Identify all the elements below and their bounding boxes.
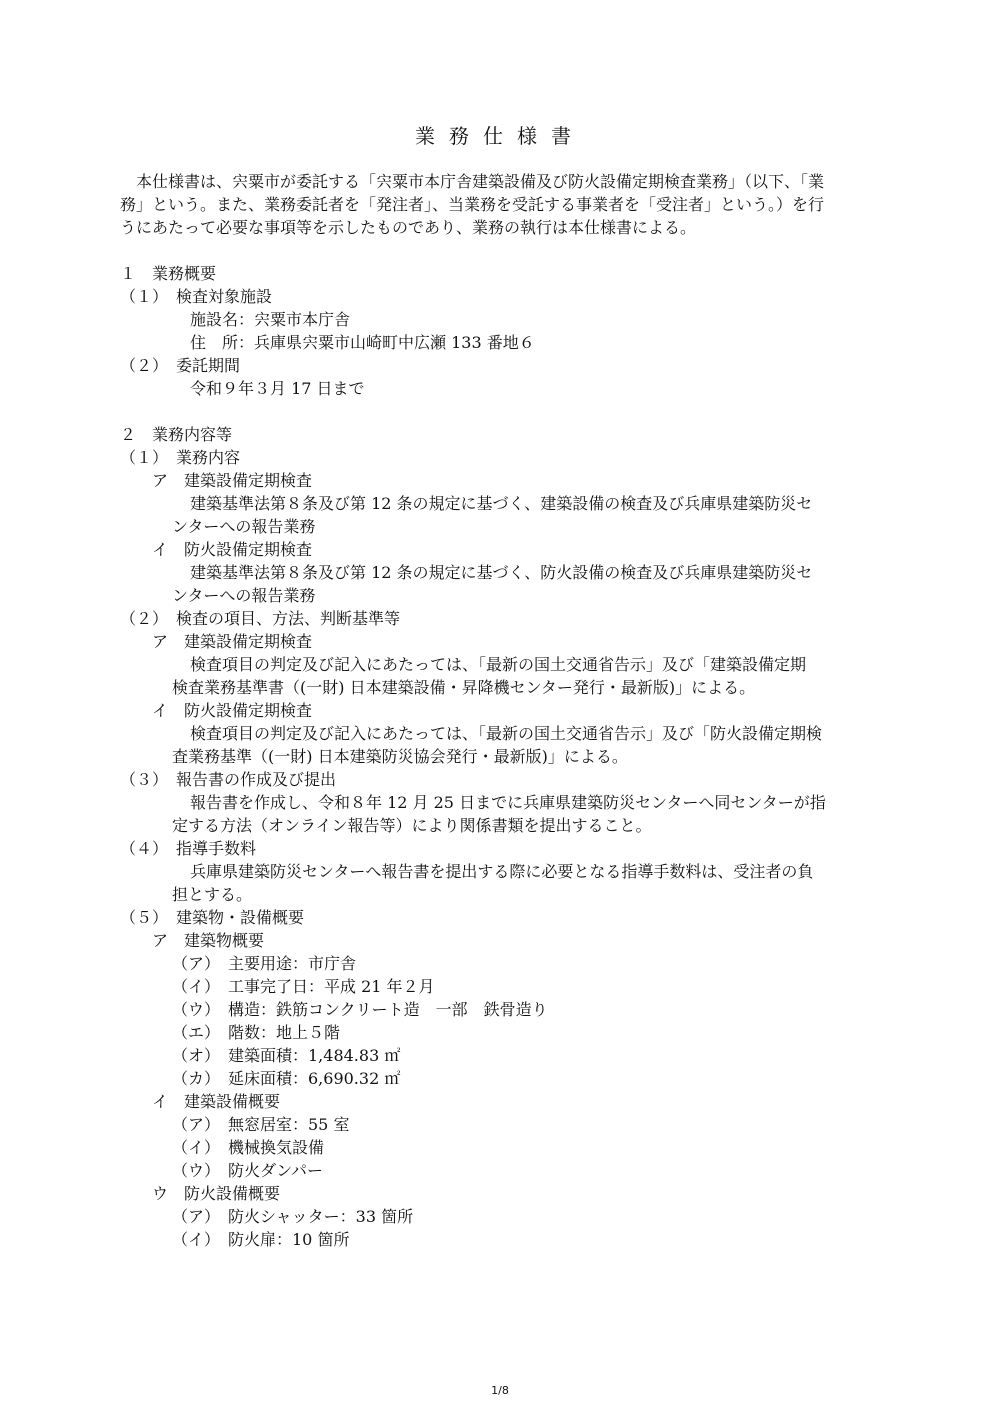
- intro-line-1: 本仕様書は、宍粟市が委託する「宍粟市本庁舎建築設備及び防火設備定期検査業務」（以下、「業: [120, 172, 825, 191]
- section2-sub2-label: （２） 検査の項目、方法、判断基準等: [120, 609, 401, 628]
- intro-line-3: うにあたって必要な事項等を示したものであり、業務の執行は本仕様書による。: [120, 218, 697, 237]
- sub3-text-2: 定する方法（オンライン報告等）により関係書類を提出すること。: [172, 816, 652, 835]
- sub1-b-text-1: 建築基準法第８条及び第 12 条の規定に基づく、防火設備の検査及び兵庫県建築防災セ: [190, 563, 813, 582]
- list-item: （イ） 防火扉：10 箇所: [172, 1230, 350, 1249]
- sub1-a-text-1: 建築基準法第８条及び第 12 条の規定に基づく、建築設備の検査及び兵庫県建築防災セ: [190, 494, 813, 513]
- section2-sub3-label: （３） 報告書の作成及び提出: [120, 770, 337, 789]
- sub1-b-text-2: ンターへの報告業務: [172, 586, 316, 605]
- sub2-b-text-2: 査業務基準（(一財) 日本建築防災協会発行・最新版)」による。: [172, 747, 628, 766]
- list-item: （ウ） 防火ダンパー: [172, 1161, 324, 1180]
- section2-sub4-label: （４） 指導手数料: [120, 839, 257, 858]
- section2-sub1-label: （１） 業務内容: [120, 448, 241, 467]
- list-item: （カ） 延床面積：6,690.32 ㎡: [172, 1069, 401, 1088]
- sub2-b-text-1: 検査項目の判定及び記入にあたっては、「最新の国土交通省告示」及び「防火設備定期検: [190, 724, 823, 743]
- section1-sub1-label: （１） 検査対象施設: [120, 287, 273, 306]
- list-item: （ア） 防火シャッター：33 箇所: [172, 1207, 414, 1226]
- section2-heading: ２ 業務内容等: [120, 425, 233, 444]
- contract-period: 令和９年３月 17 日まで: [190, 379, 365, 398]
- list-item: （イ） 機械換気設備: [172, 1138, 325, 1157]
- list-item: （ウ） 構造：鉄筋コンクリート造 一部 鉄骨造り: [172, 1000, 548, 1019]
- sub5-c-label: ウ 防火設備概要: [152, 1184, 281, 1203]
- sub2-a-text-2: 検査業務基準書（(一財) 日本建築設備・昇降機センター発行・最新版)」による。: [172, 678, 756, 697]
- sub3-text-1: 報告書を作成し、令和８年 12 月 25 日までに兵庫県建築防災センターへ同センターが指: [190, 793, 826, 812]
- facility-address: 住 所：兵庫県宍粟市山崎町中広瀬 133 番地６: [190, 333, 535, 352]
- section1-heading: １ 業務概要: [120, 264, 217, 283]
- sub2-a-label: ア 建築設備定期検査: [152, 632, 313, 651]
- list-item: （ア） 主要用途：市庁舎: [172, 954, 357, 973]
- sub2-a-text-1: 検査項目の判定及び記入にあたっては、「最新の国土交通省告示」及び「建築設備定期: [190, 655, 807, 674]
- document-title: 業務仕様書: [415, 124, 585, 148]
- list-item: （エ） 階数：地上５階: [172, 1023, 341, 1042]
- sub1-b-label: イ 防火設備定期検査: [152, 540, 313, 559]
- sub5-b-label: イ 建築設備概要: [152, 1092, 281, 1111]
- sub1-a-text-2: ンターへの報告業務: [172, 517, 316, 536]
- facility-name: 施設名：宍粟市本庁舎: [190, 310, 351, 329]
- sub4-text-2: 担とする。: [172, 885, 253, 904]
- section1-sub2-label: （２） 委託期間: [120, 356, 241, 375]
- sub1-a-label: ア 建築設備定期検査: [152, 471, 313, 490]
- sub2-b-label: イ 防火設備定期検査: [152, 701, 313, 720]
- list-item: （イ） 工事完了日：平成 21 年２月: [172, 977, 435, 996]
- intro-line-2: 務」という。また、業務委託者を「発注者」、当業務を受託する事業者を「受注者」という。）を行: [120, 195, 825, 214]
- list-item: （オ） 建築面積：1,484.83 ㎡: [172, 1046, 401, 1065]
- sub4-text-1: 兵庫県建築防災センターへ報告書を提出する際に必要となる指導手数料は、受注者の負: [190, 862, 814, 881]
- section2-sub5-label: （５） 建築物・設備概要: [120, 908, 305, 927]
- list-item: （ア） 無窓居室：55 室: [172, 1115, 350, 1134]
- page-number: 1/8: [491, 1384, 509, 1397]
- sub5-a-label: ア 建築物概要: [152, 931, 265, 950]
